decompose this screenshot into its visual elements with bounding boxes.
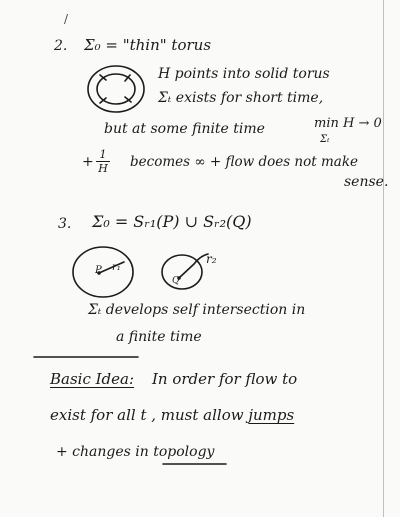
section3-line2: a finite time xyxy=(116,329,202,345)
sphere1-center-label: P xyxy=(95,265,102,276)
topology-underline xyxy=(162,462,228,466)
basic-idea-heading xyxy=(50,370,134,388)
section3-equation: Σ₀ = Sᵣ₁(P) ∪ Sᵣ₂(Q) xyxy=(92,212,252,231)
basic-idea-line1: In order for flow to xyxy=(152,370,298,388)
top-mark: / xyxy=(64,12,69,26)
jumps-word: jumps xyxy=(248,406,295,424)
section2-line5: sense. xyxy=(344,174,389,190)
section2-equation: Σ₀ = "thin" torus xyxy=(84,36,212,54)
torus-drawing xyxy=(86,64,146,114)
basic-idea-line2 xyxy=(50,406,294,424)
basic-idea-line3: + changes in topology xyxy=(56,444,215,460)
sphere2-radius-label: r₂ xyxy=(206,252,217,266)
section2-line2: Σₜ exists for short time, xyxy=(158,90,324,106)
item-number-2: 2. xyxy=(54,38,68,54)
section2-line3: but at some finite time xyxy=(104,121,265,137)
min-h-label: min H → 0 xyxy=(314,116,382,131)
margin-line xyxy=(383,0,384,517)
section2-line1: H points into solid torus xyxy=(158,66,330,82)
basic-idea-line2-start: exist for all t , must allow xyxy=(50,406,244,424)
sphere1-radius-label: r₁ xyxy=(112,262,121,273)
min-h-subscript: Σₜ xyxy=(320,134,330,145)
divider-line xyxy=(32,354,142,360)
sphere2-center-label: Q xyxy=(172,276,180,286)
section2-line4: becomes ∞ + flow does not make xyxy=(130,154,358,170)
basic-idea-label: Basic Idea: xyxy=(50,370,135,388)
section3-line1: Σₜ develops self intersection in xyxy=(88,302,306,318)
fraction-numerator: 1 xyxy=(99,148,107,161)
item-number-3: 3. xyxy=(58,216,72,232)
fraction-denominator: H xyxy=(98,162,108,175)
one-over-h-fraction xyxy=(96,149,110,174)
section2-plus: + xyxy=(82,154,94,170)
